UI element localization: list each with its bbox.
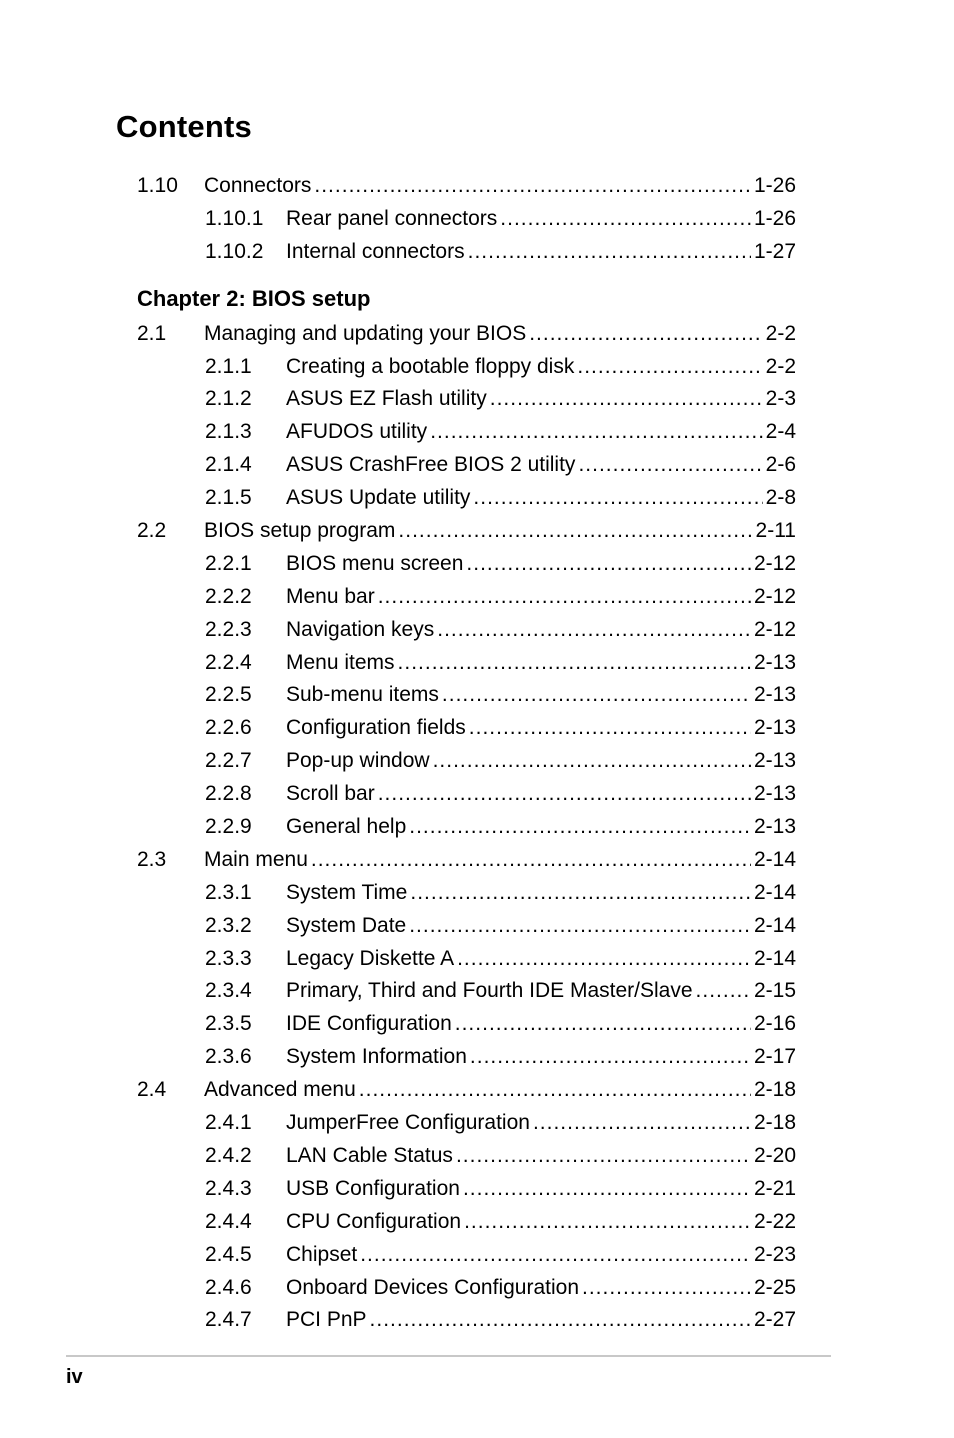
toc-dot-leader bbox=[468, 236, 751, 269]
toc-entry-link[interactable] bbox=[286, 581, 796, 614]
toc-dot-leader bbox=[473, 482, 762, 515]
toc-entry-title: Chipset bbox=[286, 1242, 358, 1266]
toc-entry[interactable] bbox=[0, 1272, 954, 1305]
toc-entry-page-number: 1-27 bbox=[753, 239, 796, 263]
toc-entry-title: Legacy Diskette A bbox=[286, 946, 455, 970]
toc-entry-link[interactable] bbox=[286, 1041, 796, 1074]
toc-entry-number: 2.3.1 bbox=[205, 880, 252, 904]
toc-entry-title: ASUS EZ Flash utility bbox=[286, 387, 487, 411]
toc-entry-number: 2.2.1 bbox=[205, 551, 252, 575]
toc-dot-leader bbox=[314, 170, 751, 203]
toc-entry-link[interactable] bbox=[286, 877, 796, 910]
toc-entry-page-number: 2-14 bbox=[753, 946, 796, 970]
toc-entry-link[interactable] bbox=[286, 236, 796, 269]
toc-entry-page-number: 2-2 bbox=[765, 354, 796, 378]
toc-entry-link[interactable] bbox=[286, 943, 796, 976]
toc-entry-title: Menu bar bbox=[286, 584, 375, 608]
toc-dot-leader bbox=[456, 1140, 751, 1173]
toc-entry-page-number: 2-21 bbox=[753, 1176, 796, 1200]
toc-entry-title: Scroll bar bbox=[286, 782, 375, 806]
toc-entry-title: BIOS menu screen bbox=[286, 551, 464, 575]
toc-entry[interactable] bbox=[0, 449, 954, 482]
toc-dot-leader bbox=[378, 778, 751, 811]
toc-entry-title: Rear panel connectors bbox=[286, 206, 498, 230]
toc-entry-number: 2.1 bbox=[137, 321, 167, 345]
toc-entry[interactable] bbox=[0, 1074, 954, 1107]
toc-entry-title: System Time bbox=[286, 880, 408, 904]
toc-entry[interactable] bbox=[0, 383, 954, 416]
toc-entry-number: 2.2 bbox=[137, 519, 167, 543]
toc-dot-leader bbox=[582, 1272, 751, 1305]
toc-entry-number: 2.4 bbox=[137, 1078, 167, 1102]
toc-dot-leader bbox=[442, 679, 751, 712]
toc-dot-leader bbox=[360, 1239, 751, 1272]
toc-entry-number: 2.1.4 bbox=[205, 453, 252, 477]
toc-entry-link[interactable] bbox=[204, 515, 796, 548]
toc-entry-title: JumperFree Configuration bbox=[286, 1111, 530, 1135]
toc-entry-number: 2.2.4 bbox=[205, 650, 252, 674]
toc-entry-title: CPU Configuration bbox=[286, 1209, 462, 1233]
toc-entry-title: IDE Configuration bbox=[286, 1012, 452, 1036]
toc-entry-page-number: 1-26 bbox=[753, 206, 796, 230]
toc-entry[interactable] bbox=[0, 351, 954, 384]
toc-entry[interactable] bbox=[0, 1041, 954, 1074]
toc-entry-link[interactable] bbox=[286, 647, 796, 680]
toc-entry[interactable] bbox=[0, 647, 954, 680]
toc-entry-number: 2.4.1 bbox=[205, 1111, 252, 1135]
toc-entry-page-number: 2-11 bbox=[755, 519, 796, 543]
toc-entry[interactable] bbox=[0, 778, 954, 811]
toc-entry-number: 1.10.2 bbox=[205, 239, 264, 263]
toc-entry[interactable] bbox=[0, 203, 954, 236]
toc-entry-link[interactable] bbox=[204, 844, 796, 877]
toc-entry-link[interactable] bbox=[286, 745, 796, 778]
toc-dot-leader bbox=[490, 383, 763, 416]
toc-entry-title: Internal connectors bbox=[286, 239, 465, 263]
toc-entry-number: 2.3.5 bbox=[205, 1012, 252, 1036]
toc-entry-number: 2.1.5 bbox=[205, 486, 252, 510]
toc-entry-number: 2.4.2 bbox=[205, 1143, 252, 1167]
toc-entry[interactable] bbox=[0, 1206, 954, 1239]
toc-dot-leader bbox=[370, 1304, 751, 1337]
toc-entry[interactable] bbox=[0, 712, 954, 745]
toc-entry-page-number: 2-2 bbox=[765, 321, 796, 345]
toc-entry-number: 1.10 bbox=[137, 174, 178, 197]
toc-dot-leader bbox=[577, 351, 762, 384]
toc-entry-number: 2.2.3 bbox=[205, 617, 252, 641]
toc-entry-page-number: 2-22 bbox=[753, 1209, 796, 1233]
toc-entry-page-number: 2-13 bbox=[753, 815, 796, 839]
toc-entry[interactable] bbox=[0, 975, 954, 1008]
toc-entry-page-number: 2-27 bbox=[753, 1308, 796, 1332]
toc-dot-leader bbox=[466, 548, 751, 581]
toc-entry[interactable] bbox=[0, 877, 954, 910]
toc-entry-title: Configuration fields bbox=[286, 716, 466, 740]
toc-entry-link[interactable] bbox=[286, 1206, 796, 1239]
toc-entry-page-number: 2-16 bbox=[753, 1012, 796, 1036]
toc-entry-link[interactable] bbox=[286, 416, 796, 449]
toc-entry[interactable] bbox=[0, 170, 954, 203]
toc-entry-title: LAN Cable Status bbox=[286, 1143, 453, 1167]
toc-entry-title: USB Configuration bbox=[286, 1176, 460, 1200]
toc-entry-page-number: 2-13 bbox=[753, 716, 796, 740]
toc-entry-title: Connectors bbox=[204, 174, 312, 197]
toc-entry-title: ASUS CrashFree BIOS 2 utility bbox=[286, 453, 576, 477]
toc-entry-page-number: 2-14 bbox=[753, 913, 796, 937]
toc-entry-link[interactable] bbox=[286, 614, 796, 647]
toc-entry-title: Main menu bbox=[204, 847, 308, 871]
toc-entry-number: 2.4.3 bbox=[205, 1176, 252, 1200]
toc-entry-number: 2.3.3 bbox=[205, 946, 252, 970]
toc-dot-leader bbox=[378, 581, 751, 614]
footer-page-number: iv bbox=[66, 1366, 83, 1388]
toc-entry-link[interactable] bbox=[204, 170, 796, 203]
toc-entry-page-number: 2-15 bbox=[753, 979, 796, 1003]
toc-entry-number: 2.2.2 bbox=[205, 584, 252, 608]
toc-dot-leader bbox=[398, 515, 752, 548]
toc-entry-link[interactable] bbox=[286, 1140, 796, 1173]
toc-entry[interactable] bbox=[0, 515, 954, 548]
toc-entry-link[interactable] bbox=[286, 811, 796, 844]
toc-entry-link[interactable] bbox=[286, 1304, 796, 1337]
toc-entry[interactable] bbox=[0, 1173, 954, 1206]
toc-entry-link[interactable] bbox=[204, 318, 796, 351]
toc-entry-number: 2.4.7 bbox=[205, 1308, 252, 1332]
toc-entry-page-number: 2-13 bbox=[753, 650, 796, 674]
toc-dot-leader bbox=[433, 745, 751, 778]
toc-entry-number: 2.4.6 bbox=[205, 1275, 252, 1299]
toc-entry-number: 1.10.1 bbox=[205, 206, 264, 230]
toc-entry[interactable] bbox=[0, 1107, 954, 1140]
toc-entry-number: 2.2.6 bbox=[205, 716, 252, 740]
toc-entry-link[interactable] bbox=[286, 203, 796, 236]
toc-entry-link[interactable] bbox=[286, 449, 796, 482]
toc-entry[interactable] bbox=[0, 943, 954, 976]
toc-entry-page-number: 2-8 bbox=[765, 486, 796, 510]
toc-dot-leader bbox=[457, 943, 751, 976]
toc-dot-leader bbox=[696, 975, 751, 1008]
footer-divider bbox=[66, 1355, 831, 1357]
toc-entry[interactable] bbox=[0, 1304, 954, 1337]
toc-dot-leader bbox=[410, 877, 751, 910]
toc-dot-leader bbox=[469, 712, 751, 745]
toc-dot-leader bbox=[430, 416, 762, 449]
toc-entry[interactable] bbox=[0, 614, 954, 647]
toc-entry-page-number: 2-13 bbox=[753, 749, 796, 773]
toc-entry-link[interactable] bbox=[286, 910, 796, 943]
toc-entry-number: 2.1.3 bbox=[205, 420, 252, 444]
toc-entry-title: ASUS Update utility bbox=[286, 486, 471, 510]
toc-entry-link[interactable] bbox=[286, 1239, 796, 1272]
toc-entry[interactable] bbox=[0, 844, 954, 877]
toc-entry-page-number: 2-12 bbox=[753, 584, 796, 608]
toc-entry-number: 2.1.2 bbox=[205, 387, 252, 411]
toc-dot-leader bbox=[500, 203, 751, 236]
toc-dot-leader bbox=[455, 1008, 751, 1041]
toc-entry-number: 2.1.1 bbox=[205, 354, 252, 378]
toc-entry-page-number: 2-13 bbox=[753, 782, 796, 806]
toc-entry[interactable] bbox=[0, 679, 954, 712]
toc-dot-leader bbox=[529, 318, 762, 351]
toc-entry-title: PCI PnP bbox=[286, 1308, 367, 1332]
toc-entry-number: 2.2.7 bbox=[205, 749, 252, 773]
toc-entry-page-number: 2-14 bbox=[753, 847, 796, 871]
toc-entry-link[interactable] bbox=[286, 1272, 796, 1305]
toc-entry[interactable] bbox=[0, 811, 954, 844]
toc-entry-link[interactable] bbox=[204, 1074, 796, 1107]
toc-dot-leader bbox=[533, 1107, 751, 1140]
table-of-contents bbox=[0, 170, 954, 1337]
toc-dot-leader bbox=[409, 910, 751, 943]
toc-entry-title: Navigation keys bbox=[286, 617, 435, 641]
toc-dot-leader bbox=[398, 647, 751, 680]
toc-entry-page-number: 2-4 bbox=[765, 420, 796, 444]
toc-entry-page-number: 1-26 bbox=[753, 174, 796, 197]
toc-dot-leader bbox=[409, 811, 751, 844]
toc-entry-page-number: 2-12 bbox=[753, 617, 796, 641]
toc-entry-title: Primary, Third and Fourth IDE Master/Slave bbox=[286, 979, 693, 1003]
toc-entry[interactable] bbox=[0, 236, 954, 269]
toc-section-chapter-1 bbox=[0, 170, 954, 269]
toc-entry-link[interactable] bbox=[286, 548, 796, 581]
toc-entry-title: Creating a bootable floppy disk bbox=[286, 354, 575, 378]
toc-entry-title: Menu items bbox=[286, 650, 395, 674]
toc-entry-link[interactable] bbox=[286, 975, 796, 1008]
toc-entry-title: AFUDOS utility bbox=[286, 420, 428, 444]
toc-entry-title: System Information bbox=[286, 1045, 467, 1069]
toc-entry[interactable] bbox=[0, 745, 954, 778]
toc-entry[interactable] bbox=[0, 910, 954, 943]
toc-entry-number: 2.4.4 bbox=[205, 1209, 252, 1233]
toc-entry-page-number: 2-14 bbox=[753, 880, 796, 904]
toc-entry-link[interactable] bbox=[286, 1173, 796, 1206]
toc-dot-leader bbox=[463, 1173, 751, 1206]
toc-dot-leader bbox=[578, 449, 762, 482]
toc-entry-page-number: 2-17 bbox=[753, 1045, 796, 1069]
toc-entry-number: 2.3.4 bbox=[205, 979, 252, 1003]
toc-entry-page-number: 2-20 bbox=[753, 1143, 796, 1167]
toc-entry-title: Onboard Devices Configuration bbox=[286, 1275, 579, 1299]
toc-dot-leader bbox=[359, 1074, 751, 1107]
toc-entry-title: System Date bbox=[286, 913, 407, 937]
toc-entry[interactable] bbox=[0, 1140, 954, 1173]
toc-entry-page-number: 2-3 bbox=[765, 387, 796, 411]
toc-entry-number: 2.4.5 bbox=[205, 1242, 252, 1266]
toc-entry-number: 2.2.5 bbox=[205, 683, 252, 707]
toc-entry-title: Sub-menu items bbox=[286, 683, 439, 707]
toc-entry-link[interactable] bbox=[286, 679, 796, 712]
toc-entry-link[interactable] bbox=[286, 351, 796, 384]
toc-entry-page-number: 2-12 bbox=[753, 551, 796, 575]
toc-dot-leader bbox=[464, 1206, 751, 1239]
toc-dot-leader bbox=[311, 844, 751, 877]
toc-entry-link[interactable] bbox=[286, 778, 796, 811]
toc-entry-title: Advanced menu bbox=[204, 1078, 356, 1102]
toc-entry-title: General help bbox=[286, 815, 407, 839]
toc-entry-number: 2.3.2 bbox=[205, 913, 252, 937]
toc-entry[interactable] bbox=[0, 318, 954, 351]
toc-entry[interactable] bbox=[0, 1239, 954, 1272]
toc-entry-title: Managing and updating your BIOS bbox=[204, 321, 527, 345]
toc-dot-leader bbox=[470, 1041, 751, 1074]
toc-dot-leader bbox=[437, 614, 751, 647]
toc-entry-page-number: 2-18 bbox=[753, 1078, 796, 1102]
toc-entry[interactable] bbox=[0, 1008, 954, 1041]
toc-entry[interactable] bbox=[0, 548, 954, 581]
toc-entry-link[interactable] bbox=[286, 1008, 796, 1041]
toc-entry[interactable] bbox=[0, 482, 954, 515]
toc-entry-title: Pop-up window bbox=[286, 749, 430, 773]
toc-section-chapter-2 bbox=[0, 318, 954, 1338]
toc-entry-link[interactable] bbox=[286, 712, 796, 745]
chapter-heading-row bbox=[0, 269, 954, 318]
toc-entry-page-number: 2-25 bbox=[753, 1275, 796, 1299]
toc-entry-link[interactable] bbox=[286, 482, 796, 515]
toc-entry-page-number: 2-18 bbox=[753, 1111, 796, 1135]
toc-entry-title: BIOS setup program bbox=[204, 519, 396, 543]
toc-entry-number: 2.2.9 bbox=[205, 815, 252, 839]
toc-entry[interactable] bbox=[0, 416, 954, 449]
chapter-heading[interactable]: Chapter 2: BIOS setup bbox=[137, 285, 371, 311]
toc-entry[interactable] bbox=[0, 581, 954, 614]
toc-entry-number: 2.2.8 bbox=[205, 782, 252, 806]
page-title: Contents bbox=[116, 108, 252, 144]
toc-entry-page-number: 2-6 bbox=[765, 453, 796, 477]
toc-entry-link[interactable] bbox=[286, 1107, 796, 1140]
toc-entry-link[interactable] bbox=[286, 383, 796, 416]
toc-entry-number: 2.3.6 bbox=[205, 1045, 252, 1069]
toc-entry-number: 2.3 bbox=[137, 847, 167, 871]
toc-entry-page-number: 2-13 bbox=[753, 683, 796, 707]
toc-entry-page-number: 2-23 bbox=[753, 1242, 796, 1266]
